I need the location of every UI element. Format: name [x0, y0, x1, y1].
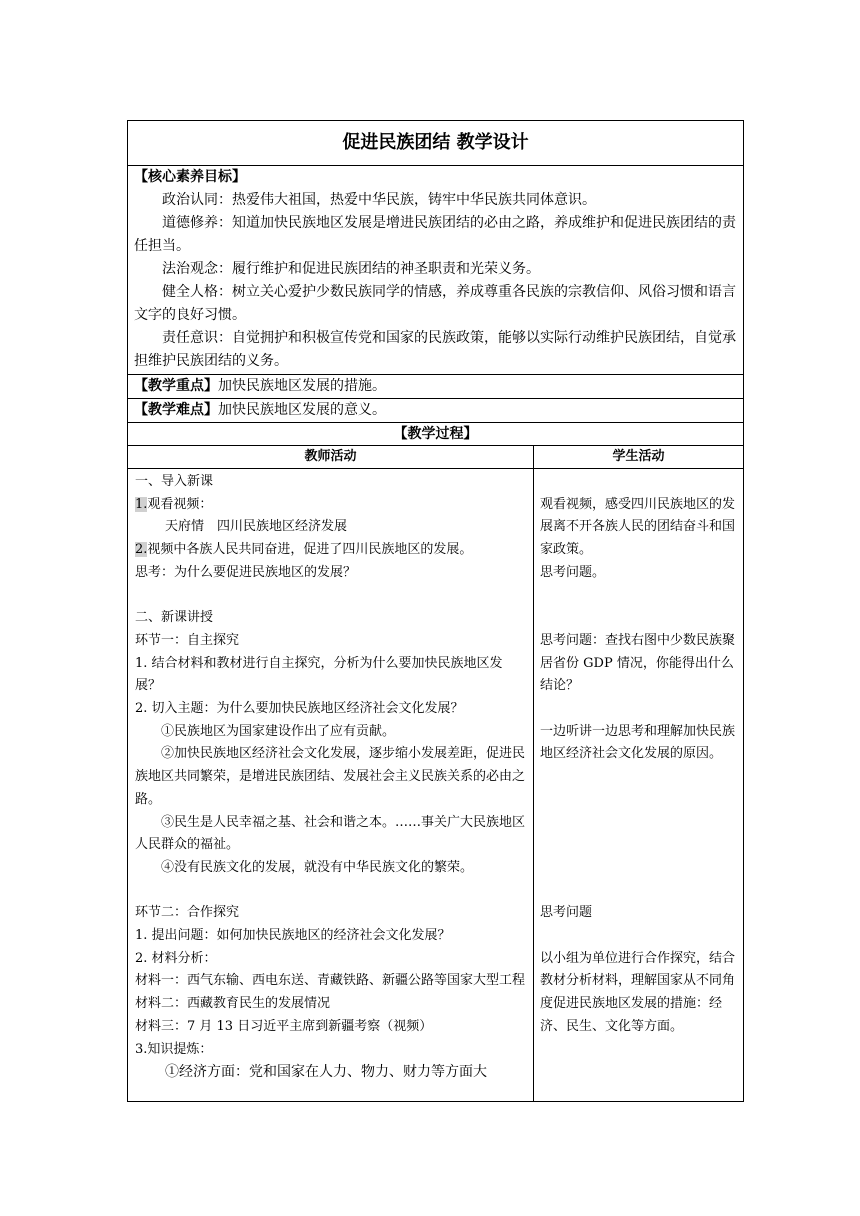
reason-item: ④没有民族文化的发展，就没有中华民族文化的繁荣。	[161, 859, 474, 875]
link2-question-1: 1. 提出问题：如何加快民族地区的经济社会文化发展？	[135, 928, 451, 944]
lesson-plan-table	[127, 120, 744, 1102]
intro-video-title: 天府情 四川民族地区经济发展	[165, 519, 348, 535]
material-2: 材料二：西藏教育民生的发展情况	[135, 996, 331, 1012]
document-title: 促进民族团结 教学设计	[128, 121, 744, 166]
core-item: 政治认同：热爱伟大祖国，热爱中华民族，铸牢中华民族共同体意识。	[162, 192, 596, 208]
student-activity-item: 观看视频，感受四川民族地区的发展离不开各族人民的团结奋斗和国家政策。	[540, 496, 736, 558]
link2-question-2: 2. 材料分析：	[135, 950, 217, 966]
difficult-point-label: 【教学难点】	[134, 402, 218, 418]
link2-question-3: 3.知识提炼：	[135, 1041, 213, 1057]
student-column-header: 学生活动	[534, 446, 744, 469]
core-item: 道德修养：知道加快民族地区发展是增进民族团结的必由之路，养成维护和促进民族团结的责任担当。	[134, 215, 736, 254]
student-activity-item: 以小组为单位进行合作探究，结合教材分析材料，理解国家从不同角度促进民族地区发展的措施：经济、民生、文化等方面。	[540, 950, 736, 1034]
key-point-text: 加快民族地区发展的措施。	[218, 378, 386, 394]
link1-question-2: 2. 切入主题：为什么要加快民族地区经济社会文化发展？	[135, 701, 464, 717]
intro-step-2	[135, 539, 526, 562]
intro-step-2-number: 2.	[135, 542, 148, 558]
student-activity-item: 思考问题	[540, 905, 593, 921]
student-activity-item: 思考问题。	[540, 564, 606, 580]
core-item: 健全人格：树立关心爱护少数民族同学的情感，养成尊重各民族的宗教信仰、风俗习惯和语言文字的良好习惯。	[134, 284, 736, 323]
intro-step-1-number: 1.	[135, 496, 148, 512]
key-point-row	[128, 375, 744, 399]
economy-measure: ①经济方面：党和国家在人力、物力、财力等方面大	[165, 1064, 487, 1081]
intro-think: 思考：为什么要促进民族地区的发展？	[135, 564, 357, 580]
reason-item: ②加快民族地区经济社会文化发展，逐步缩小发展差距，促进民族地区共同繁荣，是增进民族团结、发展社会主义民族关系的必由之路。	[135, 746, 526, 807]
intro-step-2-text: 视频中各族人民共同奋进，促进了四川民族地区的发展。	[147, 542, 473, 558]
link1-title: 环节一：自主探究	[135, 632, 240, 648]
link1-question-1: 1. 结合材料和教材进行自主探究，分析为什么要加快民族地区发展？	[135, 655, 503, 694]
core-item: 法治观念：履行维护和促进民族团结的神圣职责和光荣义务。	[162, 261, 540, 277]
lesson-plan-document	[127, 120, 743, 1102]
key-point-label: 【教学重点】	[134, 378, 218, 394]
new-lesson-title: 二、新课讲授	[135, 610, 214, 626]
link2-title: 环节二：合作探究	[135, 905, 240, 921]
intro-step-1	[135, 494, 526, 517]
reason-item: ①民族地区为国家建设作出了应有贡献。	[161, 723, 396, 739]
student-activity-cell	[534, 469, 744, 1102]
intro-title: 一、导入新课	[135, 474, 214, 489]
teacher-activity-cell	[128, 469, 534, 1102]
process-heading: 【教学过程】	[128, 423, 744, 446]
difficult-point-row	[128, 399, 744, 423]
teacher-column-header: 教师活动	[128, 446, 534, 469]
student-activity-item: 思考问题：查找右图中少数民族聚居省份 GDP 情况，你能得出什么结论？	[540, 632, 736, 694]
material-3: 材料三：7 月 13 日习近平主席到新疆考察（视频）	[135, 1018, 433, 1034]
difficult-point-text: 加快民族地区发展的意义。	[218, 402, 386, 418]
intro-step-1-text: 观看视频：	[147, 496, 213, 512]
reason-item: ③民生是人民幸福之基、社会和谐之本。……事关广大民族地区人民群众的福祉。	[135, 814, 526, 853]
core-item: 责任意识：自觉拥护和积极宣传党和国家的民族政策，能够以实际行动维护民族团结，自觉承担维护民族团结的义务。	[134, 330, 736, 369]
material-1: 材料一：西气东输、西电东送、青藏铁路、新疆公路等国家大型工程	[135, 973, 526, 989]
core-competency-section	[128, 166, 744, 375]
student-activity-item: 一边听讲一边思考和理解加快民族地区经济社会文化发展的原因。	[540, 723, 736, 762]
core-competency-heading: 【核心素养目标】	[134, 169, 246, 185]
